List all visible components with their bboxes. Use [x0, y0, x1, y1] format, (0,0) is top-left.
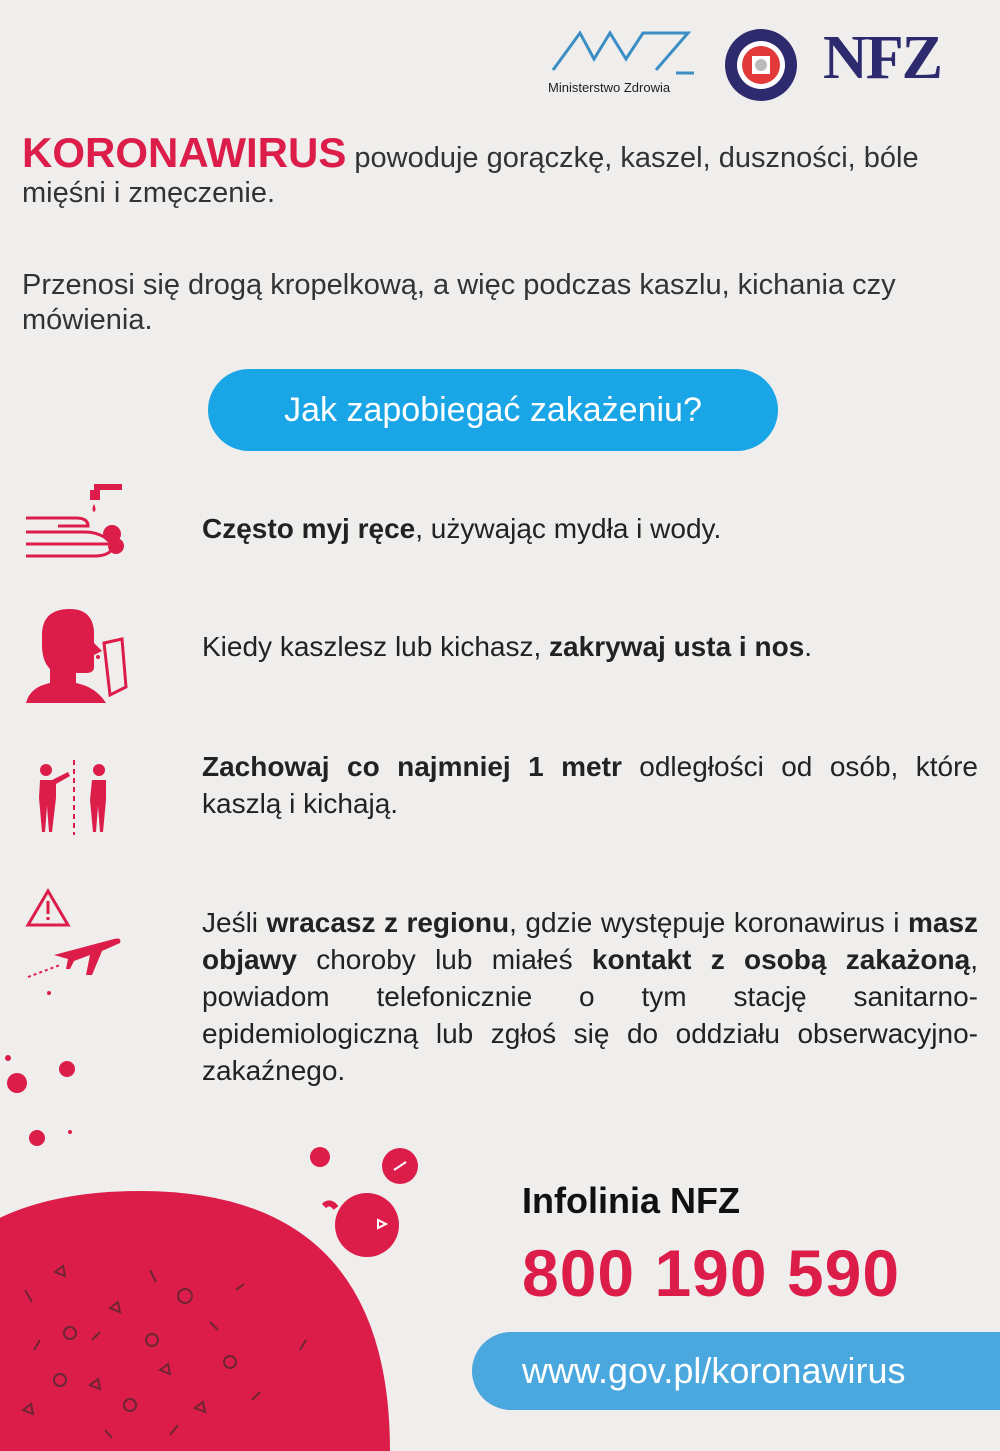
tip-bold: Często myj ręce — [202, 513, 416, 544]
hand-washing-icon — [24, 482, 134, 562]
sanitary-inspection-seal-icon — [723, 27, 799, 103]
intro-text: powoduje gorączkę, kaszel, duszności, bóle mięśni i zmęczenie. — [22, 142, 919, 209]
tip-text-end: . — [804, 631, 813, 662]
tip-bold: Zachowaj co najmniej 1 metr — [202, 751, 622, 782]
tip-keep-distance — [202, 748, 978, 822]
hotline-title: Infolinia NFZ — [522, 1180, 740, 1221]
tip-bold: zakrywaj usta i nos — [549, 631, 805, 662]
distance-icon — [24, 760, 119, 835]
intro-paragraph — [22, 129, 982, 211]
tip-text: Kiedy kaszlesz lub kichasz, — [202, 631, 550, 662]
tip-cover-mouth — [202, 628, 978, 665]
tip-text: , gdzie występuje koronawirus i — [509, 907, 908, 938]
tip-text: , powiadom telefonicznie o tym stację sanitarno-epidemiologiczną lub zgłoś się do oddziału obserwacyjno-zakaźnego. — [202, 944, 978, 1086]
tip-wash-hands — [202, 510, 978, 547]
ministry-logo-text: Ministerstwo Zdrowia — [548, 80, 671, 95]
tip-text: odległości od osób, które kaszlą i kichają. — [202, 751, 978, 819]
website-link[interactable]: www.gov.pl/koronawirus — [472, 1332, 1000, 1410]
logos-header — [540, 25, 970, 105]
tip-bold: kontakt z osobą zakażoną — [591, 944, 971, 975]
hotline-number[interactable]: 800 190 590 — [522, 1236, 901, 1310]
travel-warning-icon — [24, 885, 124, 1000]
ministry-logo-icon — [548, 25, 698, 80]
tip-bold: masz objawy — [202, 907, 979, 975]
tip-text: Jeśli — [202, 907, 267, 938]
virus-decoration — [0, 1040, 480, 1451]
nfz-logo: NFZ — [823, 24, 941, 92]
intro-keyword: KORONAWIRUS — [22, 129, 347, 176]
prevention-heading-button: Jak zapobiegać zakażeniu? — [208, 369, 778, 451]
cover-cough-icon — [24, 605, 129, 705]
transmission-paragraph: Przenosi się drogą kropelkową, a więc podczas kaszlu, kichania czy mówienia. — [22, 269, 896, 336]
tip-bold: wracasz z regionu — [266, 907, 510, 938]
tip-text: choroby lub miałeś — [296, 944, 592, 975]
tip-text: , używając mydła i wody. — [415, 513, 722, 544]
